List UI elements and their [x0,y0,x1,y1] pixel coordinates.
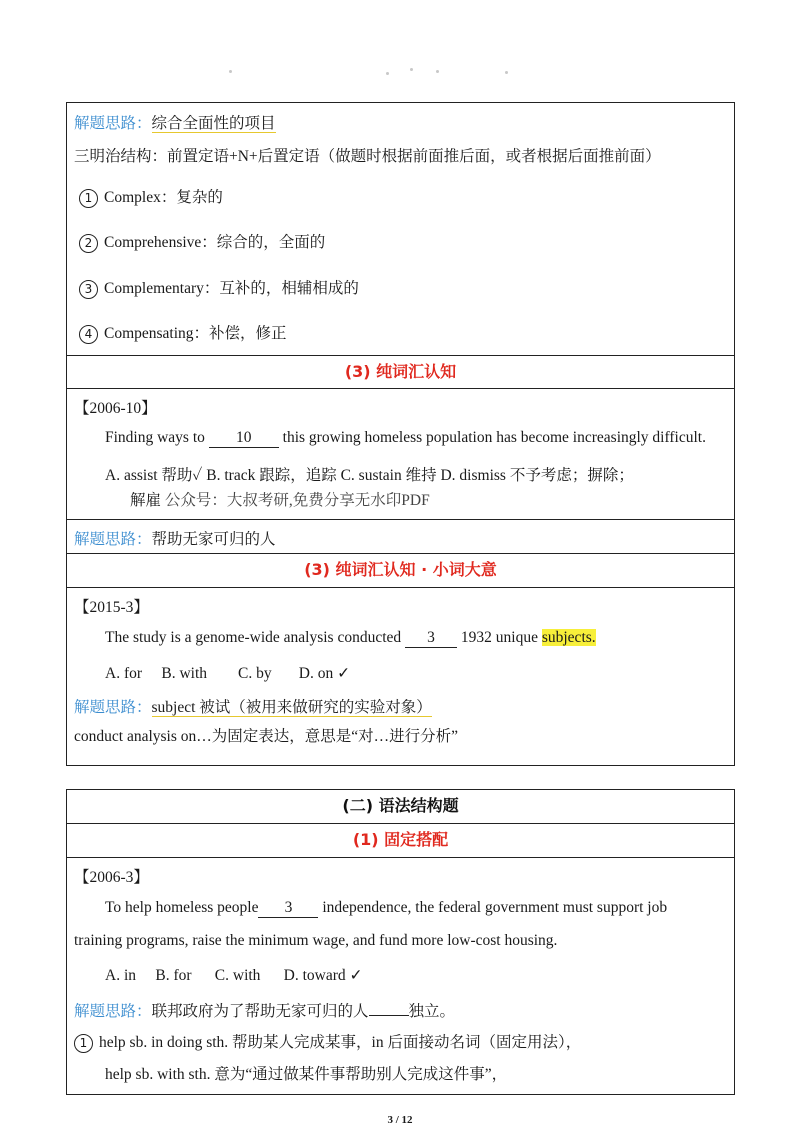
option-text: Complex：复杂的 [104,189,223,206]
section-header-text: (3) 纯词汇认知 [344,362,457,381]
question-table-2 [66,789,735,1095]
analysis-line [74,111,276,133]
sentence-part: 1932 unique [457,629,542,646]
scan-speck [505,71,508,74]
option-item [79,321,287,344]
circled-number: 4 [79,325,98,344]
blank-number: 10 [236,429,252,446]
blank-number: 3 [284,899,293,916]
watermark-text: 公众号：大叔考研,免费分享无水印PDF [164,492,430,509]
option-text: Compensating：补偿，修正 [104,325,287,342]
section-header [67,356,734,389]
choice-text: 解雇 [130,492,165,509]
sentence-part: independence, the federal government must support job [318,899,668,916]
section-title-text: (二) 语法结构题 [342,796,459,815]
question-sentence [105,629,596,648]
section-header-text: (3) 纯词汇认知 · 小词大意 [304,560,497,579]
answer-choices: A. for B. with C. by D. on ✓ [105,665,351,682]
note-line-cont: help sb. with sth. 意为“通过做某件事帮助别人完成这件事”， [105,1066,508,1083]
analysis-label: 解题思路： [74,531,152,548]
sentence-part: The study is a genome-wide analysis conducted [105,629,406,646]
answer-choices-cont [130,488,430,510]
analysis-line [74,999,455,1021]
section-title [67,790,734,824]
sentence-part: Finding ways to [105,429,209,446]
answer-choices: A. assist 帮助✓ B. track 跟踪，追踪 C. sustain 维持 D. dismiss 不予考虑；摒除； [105,467,634,484]
explanation-text: conduct analysis on…为固定表达，意思是“对…进行分析” [74,728,459,745]
scan-speck [386,72,389,75]
analysis-label: 解题思路： [74,699,152,716]
circled-number: 1 [74,1034,93,1053]
question-year: 【2006-10】 [74,400,157,417]
option-item [79,230,325,253]
question-sentence [105,899,667,918]
analysis-label: 解题思路： [74,115,152,132]
analysis-text: 综合全面性的项目 [151,115,276,132]
option-item [79,185,223,208]
section-header-text: (1) 固定搭配 [352,830,449,849]
section-header [67,554,734,588]
scan-speck [436,70,439,73]
circled-number: 2 [79,234,98,253]
answer-blank [209,429,279,448]
analysis-blank [369,1001,409,1016]
highlighted-word: subjects. [541,629,596,646]
answer-blank [258,899,318,918]
page-number: 3 / 12 [387,1114,413,1126]
option-text: Comprehensive：综合的，全面的 [104,234,326,251]
analysis-text: 独立。 [408,1003,456,1020]
section-header [67,824,734,858]
circled-number: 1 [79,189,98,208]
option-text: Complementary：互补的，相辅相成的 [104,280,359,297]
analysis-line [74,527,276,549]
question-2015-3 [67,588,734,765]
sandwich-structure-text: 三明治结构：前置定语+N+后置定语（做题时根据前面推后面，或者根据后面推前面） [74,148,661,165]
sentence-part: To help homeless people [105,899,259,916]
analysis-section-2006-10 [67,520,734,554]
question-year: 【2015-3】 [74,599,149,616]
blank-number: 3 [427,629,435,646]
sentence-part: this growing homeless population has become increasingly difficult. [278,429,706,446]
analysis-label: 解题思路： [74,1003,152,1020]
analysis-text: 联邦政府为了帮助无家可归的人 [151,1003,369,1020]
analysis-text: 帮助无家可归的人 [151,531,276,548]
note-line [74,1030,581,1053]
question-2006-10 [67,389,734,520]
note-text: help sb. in doing sth. 帮助某人完成某事，in 后面接动名词（固定用法）， [99,1034,582,1051]
scan-speck [410,68,413,71]
question-table-1 [66,102,735,766]
question-year: 【2006-3】 [74,869,149,886]
question-2006-3 [67,858,734,1094]
analysis-line [74,695,432,717]
scan-speck [229,70,232,73]
analysis-text: subject 被试（被用来做研究的实验对象） [151,699,432,716]
analysis-section-comprehensive [67,103,734,356]
question-sentence-cont: training programs, raise the minimum wage, and fund more low-cost housing. [74,932,558,949]
circled-number: 3 [79,280,98,299]
answer-choices: A. in B. for C. with D. toward ✓ [105,967,363,984]
option-item [79,276,359,299]
answer-blank [405,629,457,648]
question-sentence [105,429,706,448]
